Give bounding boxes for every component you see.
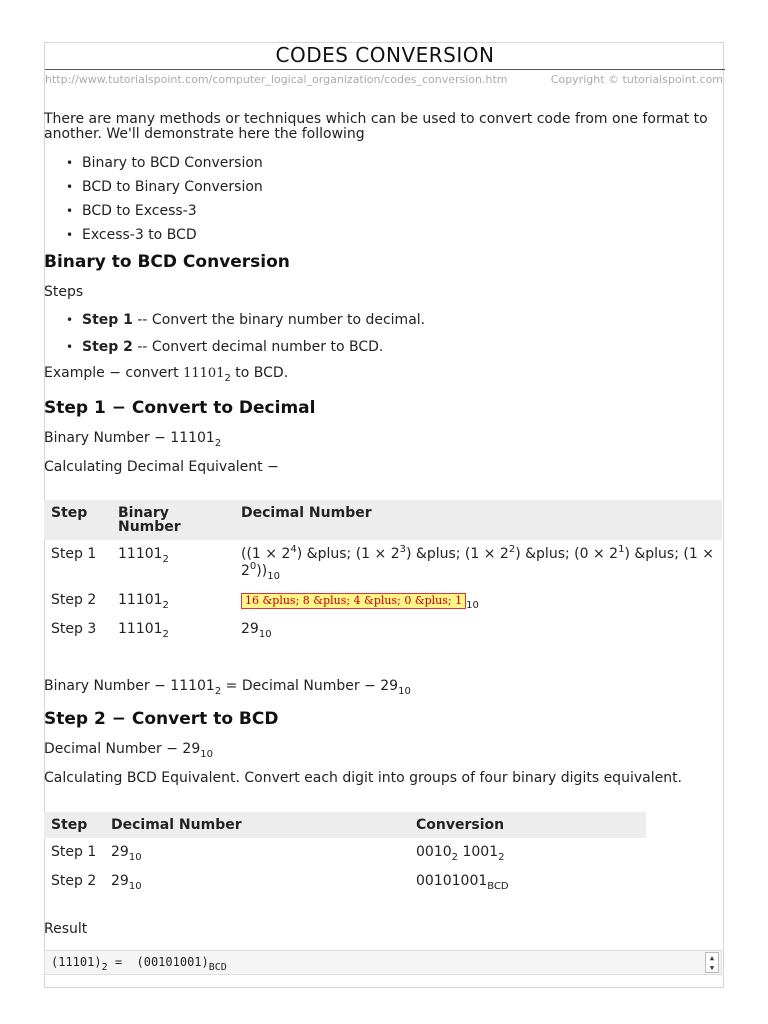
cell-value: 00101001 [416,873,488,889]
step1-heading: Step 1 − Convert to Decimal [44,398,316,418]
expr-sub: 10 [267,571,280,582]
step-bold: Step 2 [82,339,133,355]
example-suffix: to BCD. [230,365,289,381]
cell-subscript: 10 [466,600,479,611]
cell-subscript: BCD [487,881,509,892]
source-url: http://www.tutorialspoint.com/computer_logical_organization/codes_conversion.htm [45,73,508,86]
table-cell: Step 1 [51,546,97,562]
list-item [44,339,724,366]
table-cell [111,615,234,644]
result-part: (11101) [51,955,102,969]
table-cell: Step 2 [51,873,97,889]
result-label: Result [44,921,88,937]
expr-part: ) &plus; (1 × 2 [296,546,400,562]
column-header: Decimal Number [104,812,409,838]
binary-number-line [44,430,222,449]
section-heading: Binary to BCD Conversion [44,252,290,272]
table-cell [234,615,722,644]
table-row [44,540,722,586]
result-sub: 2 [101,962,108,973]
expr-part: ) &plus; (0 × 2 [515,546,619,562]
calc-bcd-label: Calculating BCD Equivalent. Convert each digit into groups of four binary digits equivalent. [44,770,683,786]
table-row [44,867,646,896]
cell-value: 11101 [118,592,163,608]
table-cell [104,867,409,896]
expr-sup: 4 [290,544,297,555]
example-prefix: Example − convert [44,365,184,381]
example-line [44,365,289,384]
column-header: Conversion [409,812,646,838]
step2-heading: Step 2 − Convert to BCD [44,709,279,729]
table-cell: Step 2 [51,592,97,608]
expr-sup: 0 [249,561,257,572]
cell-value: 11101 [118,621,163,637]
scroll-up-icon[interactable]: ▲ [709,954,715,962]
scroll-down-icon[interactable]: ▼ [709,964,715,972]
highlighted-expression: 16 &plus; 8 &plus; 4 &plus; 0 &plus; 1 [241,593,466,609]
cell-subscript: 2 [451,852,459,863]
table-cell [111,586,234,615]
expr-part: ) &plus; (1 × 2 [405,546,509,562]
expr-part: ) &plus; (1 × [624,546,714,562]
table-cell [104,838,409,867]
summary-part: Binary Number − 11101 [44,678,215,694]
result-part: = (00101001) [107,955,209,969]
cell-subscript: 10 [258,629,272,640]
decimal-label: Decimal Number − 29 [44,741,201,757]
list-item: • Excess-3 to BCD [44,227,724,251]
example-subscript: 2 [224,373,231,384]
bcd-table [44,812,646,896]
cell-value: 0010 [416,844,452,860]
cell-value: 29 [241,621,259,637]
table-cell [409,838,646,867]
table-cell [234,586,722,615]
decimal-table [44,500,722,644]
list-item [44,312,724,339]
step-text: -- Convert the binary number to decimal. [132,312,426,328]
expr-part: ((1 × 2 [241,546,291,562]
column-header: Step [44,812,104,838]
cell-value: 1001 [458,844,499,860]
example-number: 11101 [183,366,225,381]
binary-label: Binary Number − 11101 [44,430,215,446]
step-bold: Step 1 [82,312,133,328]
copyright-notice: Copyright © tutorialspoint.com [550,73,723,86]
summary-sub: 2 [214,686,222,697]
cell-subscript: 10 [128,881,142,892]
expr-part: 2 [241,563,250,579]
table-cell [234,540,722,586]
decimal-number-line [44,741,213,760]
cell-subscript: 10 [128,852,142,863]
cell-subscript: 2 [162,629,169,640]
table-row [44,838,646,867]
result-sub: BCD [208,962,227,973]
cell-subscript: 2 [162,600,169,611]
intro-paragraph: There are many methods or techniques which can be used to convert code from one format to another. We'll demonstrate here the following [44,111,708,142]
table-header-row [44,500,722,540]
table-cell: Step 1 [51,844,97,860]
methods-list [44,155,724,251]
title-divider [45,69,725,70]
step1-summary [44,678,411,697]
cell-value: 11101 [118,546,163,562]
binary-subscript: 2 [214,438,222,449]
summary-sub: 10 [398,686,411,697]
list-item: • BCD to Excess-3 [44,203,724,227]
table-cell [111,540,234,586]
calc-decimal-label: Calculating Decimal Equivalent − [44,459,279,475]
list-item: • Binary to BCD Conversion [44,155,724,179]
summary-part: = Decimal Number − 29 [221,678,399,694]
column-header: Decimal Number [234,500,722,540]
list-item: • BCD to Binary Conversion [44,179,724,203]
expr-sup: 1 [618,544,625,555]
result-code-box[interactable] [44,950,722,975]
expr-sup: 3 [399,544,406,555]
expr-part: )) [256,563,268,579]
steps-list [44,312,724,366]
cell-value: 29 [111,873,129,889]
cell-value: 29 [111,844,129,860]
cell-subscript: 2 [498,852,505,863]
expr-sup: 2 [508,544,516,555]
table-row [44,615,722,644]
table-cell [409,867,646,896]
step-text: -- Convert decimal number to BCD. [132,339,384,355]
decimal-subscript: 10 [200,749,213,760]
scroll-spinner[interactable] [705,952,719,973]
cell-subscript: 2 [162,554,169,565]
table-cell: Step 3 [51,621,97,637]
table-row [44,586,722,615]
steps-label: Steps [44,284,84,300]
column-header: Step [44,500,111,540]
column-header: Binary Number [111,500,234,540]
page-title: CODES CONVERSION [275,43,495,67]
table-header-row [44,812,646,838]
